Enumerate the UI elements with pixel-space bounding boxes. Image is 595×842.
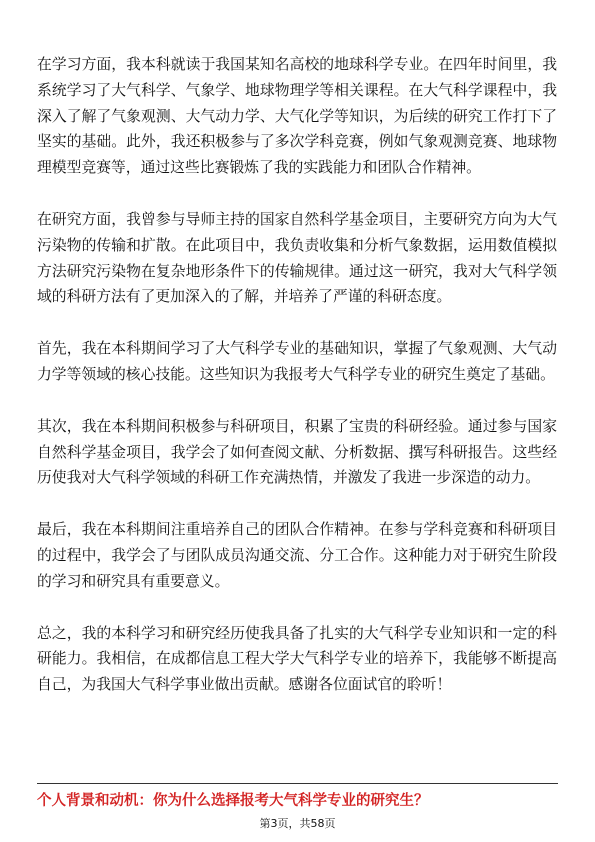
section-divider xyxy=(37,783,558,784)
paragraph-summary: 总之，我的本科学习和研究经历使我具备了扎实的大气科学专业知识和一定的科研能力。我相信，在成都信息工程大学大气科学专业的培养下，我能够不断提高自己，为我国大气科学事业做出贡献。感谢各位面试官的聆听！ xyxy=(37,624,557,694)
next-question-heading: 个人背景和动机：你为什么选择报考大气科学专业的研究生？ xyxy=(37,793,429,809)
paragraph-study: 在学习方面，我本科就读于我国某知名高校的地球科学专业。在四年时间里，我系统学习了大气科学、气象学、地球物理学等相关课程。在大气科学课程中，我深入了解了气象观测、大气动力学、大气化学等知识，为后续的研究工作打下了坚实的基础。此外，我还积极参与了多次学科竞赛，例如气象观测竞赛、地球物理模型竞赛等，通过这些比赛锻炼了我的实践能力和团队合作精神。 xyxy=(37,56,557,177)
page-number: 第3页，共58页 xyxy=(259,817,336,830)
paragraph-research: 在研究方面，我曾参与导师主持的国家自然科学基金项目，主要研究方向为大气污染物的传输和扩散。在此项目中，我负责收集和分析气象数据，运用数值模拟方法研究污染物在复杂地形条件下的传输规律。通过这一研究，我对大气科学领域的科研方法有了更加深入的了解，并培养了严谨的科研态度。 xyxy=(37,210,557,306)
paragraph-first: 首先，我在本科期间学习了大气科学专业的基础知识，掌握了气象观测、大气动力学等领域的核心技能。这些知识为我报考大气科学专业的研究生奠定了基础。 xyxy=(37,340,557,383)
paragraph-last: 最后，我在本科期间注重培养自己的团队合作精神。在参与学科竞赛和科研项目的过程中，我学会了与团队成员沟通交流、分工合作。这种能力对于研究生阶段的学习和研究具有重要意义。 xyxy=(37,521,557,590)
document-body xyxy=(37,52,557,724)
paragraph-second: 其次，我在本科期间积极参与科研项目，积累了宝贵的科研经验。通过参与国家自然科学基金项目，我学会了如何查阅文献、分析数据、撰写科研报告。这些经历使我对大气科学领域的科研工作充满热情，并激发了我进一步深造的动力。 xyxy=(37,417,557,487)
